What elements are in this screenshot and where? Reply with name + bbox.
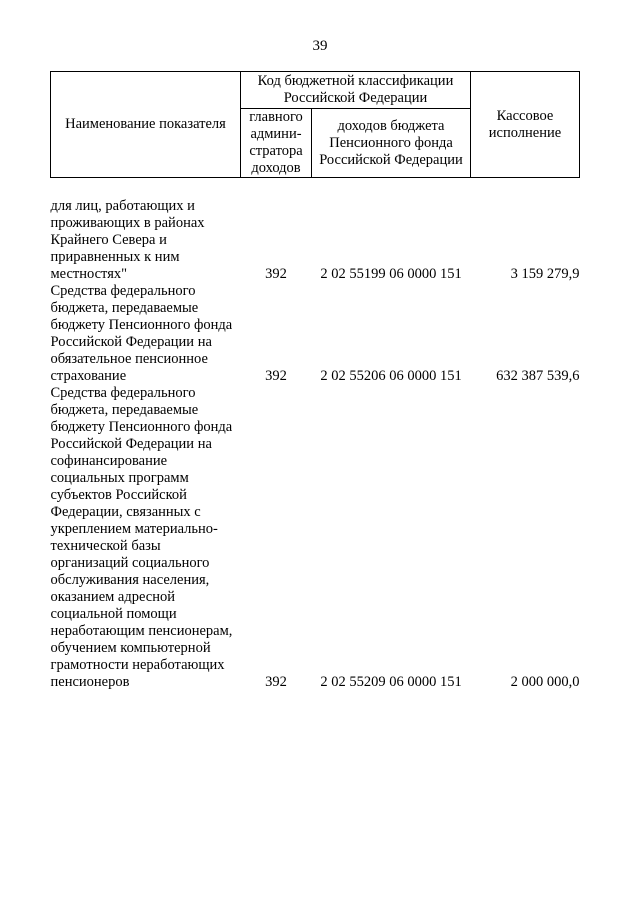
income-code: 2 02 55206 06 0000 151 <box>320 368 462 384</box>
header-classification-code: Код бюджетной классификации Российской Федерации <box>241 72 471 109</box>
administrator-code: 392 <box>265 266 287 282</box>
administrator-code: 392 <box>265 368 287 384</box>
cash-amount: 632 387 539,6 <box>496 368 580 384</box>
budget-table <box>50 71 580 691</box>
header-chief-administrator: главного админи-стратора доходов <box>241 109 312 178</box>
administrator-code: 392 <box>265 674 287 690</box>
table-spacer <box>51 178 580 199</box>
header-cash-execution: Кассовое исполнение <box>471 72 580 178</box>
indicator-name: Средства федерального бюджета, передаваемые бюджету Пенсионного фонда Российской Федерации на обязательное пенсионное страхование <box>50 283 233 384</box>
table-row <box>51 385 580 691</box>
table-row <box>51 198 580 283</box>
table-header <box>51 72 580 178</box>
cash-amount: 2 000 000,0 <box>510 674 580 690</box>
header-pension-fund-income: доходов бюджета Пенсионного фонда Российской Федерации <box>312 109 471 178</box>
table-row <box>51 283 580 385</box>
income-code: 2 02 55199 06 0000 151 <box>320 266 462 282</box>
cash-amount: 3 159 279,9 <box>510 266 580 282</box>
indicator-name: для лиц, работающих и проживающих в районах Крайнего Севера и приравненных к ним местностях" <box>50 198 205 282</box>
page-number: 39 <box>312 38 328 54</box>
header-indicator-name: Наименование показателя <box>51 72 241 178</box>
indicator-name: Средства федерального бюджета, передаваемые бюджету Пенсионного фонда Российской Федерации на софинансирование социальных программ субъектов Российской Федерации, связанных с укреплением материально-технической базы организаций социального обслуживания населения, оказанием адресной социальной помощи неработающим пенсионерам, обучением компьютерной грамотности неработающих пенсионеров <box>50 385 233 690</box>
income-code: 2 02 55209 06 0000 151 <box>320 674 462 690</box>
